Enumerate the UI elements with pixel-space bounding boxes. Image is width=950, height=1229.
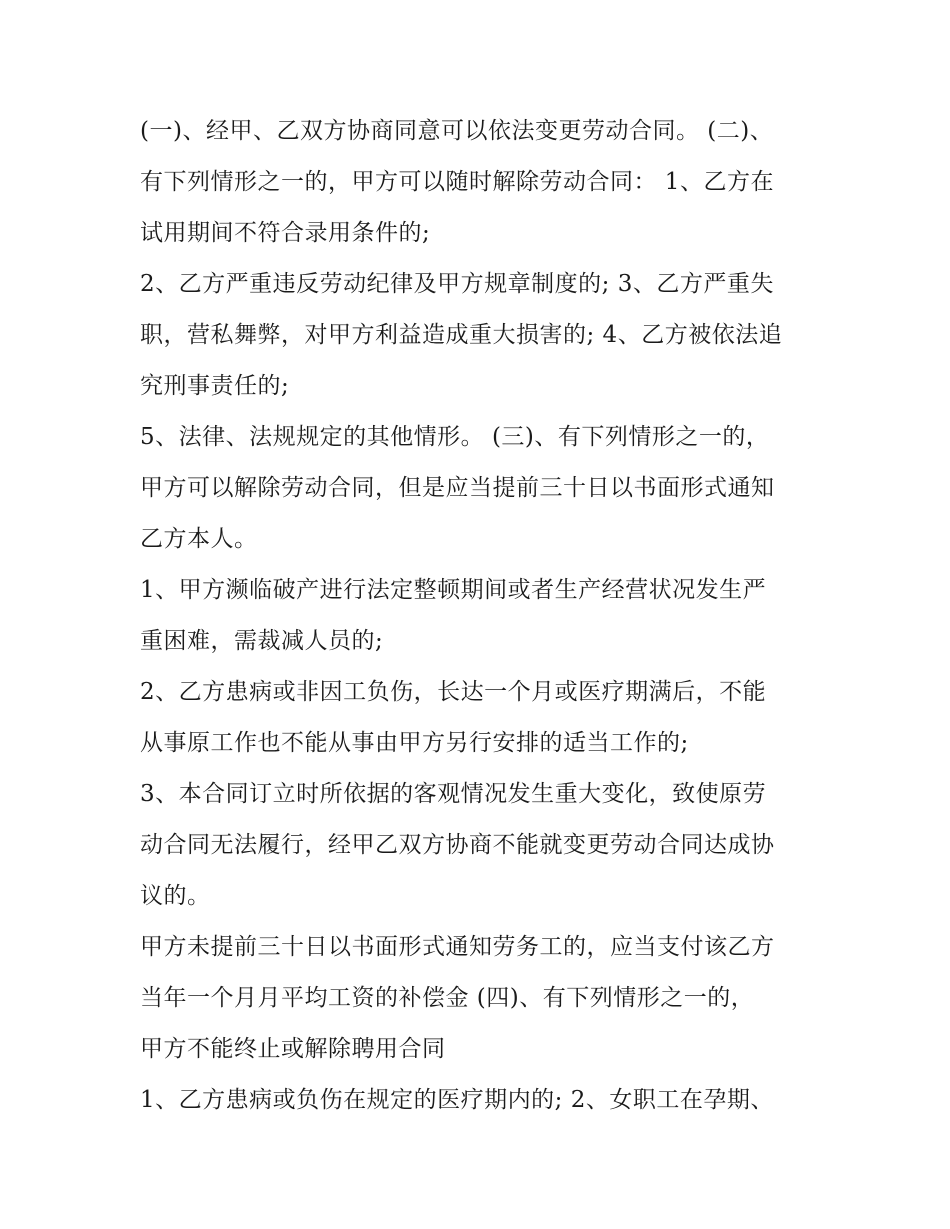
text-line: 议的。	[140, 883, 211, 909]
text-line: 职，营私舞弊，对甲方利益造成重大损害的; 4、乙方被依法追	[140, 322, 783, 348]
text-line: 甲方可以解除劳动合同，但是应当提前三十日以书面形式通知	[140, 475, 775, 501]
text-line: 乙方本人。	[140, 526, 258, 552]
text-line: 试用期间不符合录用条件的;	[140, 220, 431, 246]
text-line: 重困难，需裁减人员的;	[140, 628, 384, 654]
text-line: 2、乙方患病或非因工负伤，长达一个月或医疗期满后，不能	[140, 679, 767, 705]
text-line: 有下列情形之一的，甲方可以随时解除劳动合同： 1、乙方在	[140, 169, 774, 195]
text-line: 1、乙方患病或负伤在规定的医疗期内的; 2、女职工在孕期、	[140, 1087, 774, 1113]
text-line: 动合同无法履行，经甲乙双方协商不能就变更劳动合同达成协	[140, 832, 775, 858]
text-line: 1、甲方濒临破产进行法定整顿期间或者生产经营状况发生严	[140, 577, 767, 603]
text-line: 当年一个月月平均工资的补偿金 (四)、有下列情形之一的，	[140, 985, 755, 1011]
text-line: 5、法律、法规规定的其他情形。 (三)、有下列情形之一的，	[140, 424, 770, 450]
text-line: 2、乙方严重违反劳动纪律及甲方规章制度的; 3、乙方严重失	[140, 271, 774, 297]
text-line: 从事原工作也不能从事由甲方另行安排的适当工作的;	[140, 730, 689, 756]
text-line: 甲方未提前三十日以书面形式通知劳务工的，应当支付该乙方	[140, 934, 775, 960]
document-body	[140, 106, 820, 1126]
text-line: (一)、经甲、乙双方协商同意可以依法变更劳动合同。 (二)、	[140, 118, 774, 144]
text-line: 3、本合同订立时所依据的客观情况发生重大变化，致使原劳	[140, 781, 767, 807]
text-line: 甲方不能终止或解除聘用合同	[140, 1036, 446, 1062]
text-line: 究刑事责任的;	[140, 373, 290, 399]
